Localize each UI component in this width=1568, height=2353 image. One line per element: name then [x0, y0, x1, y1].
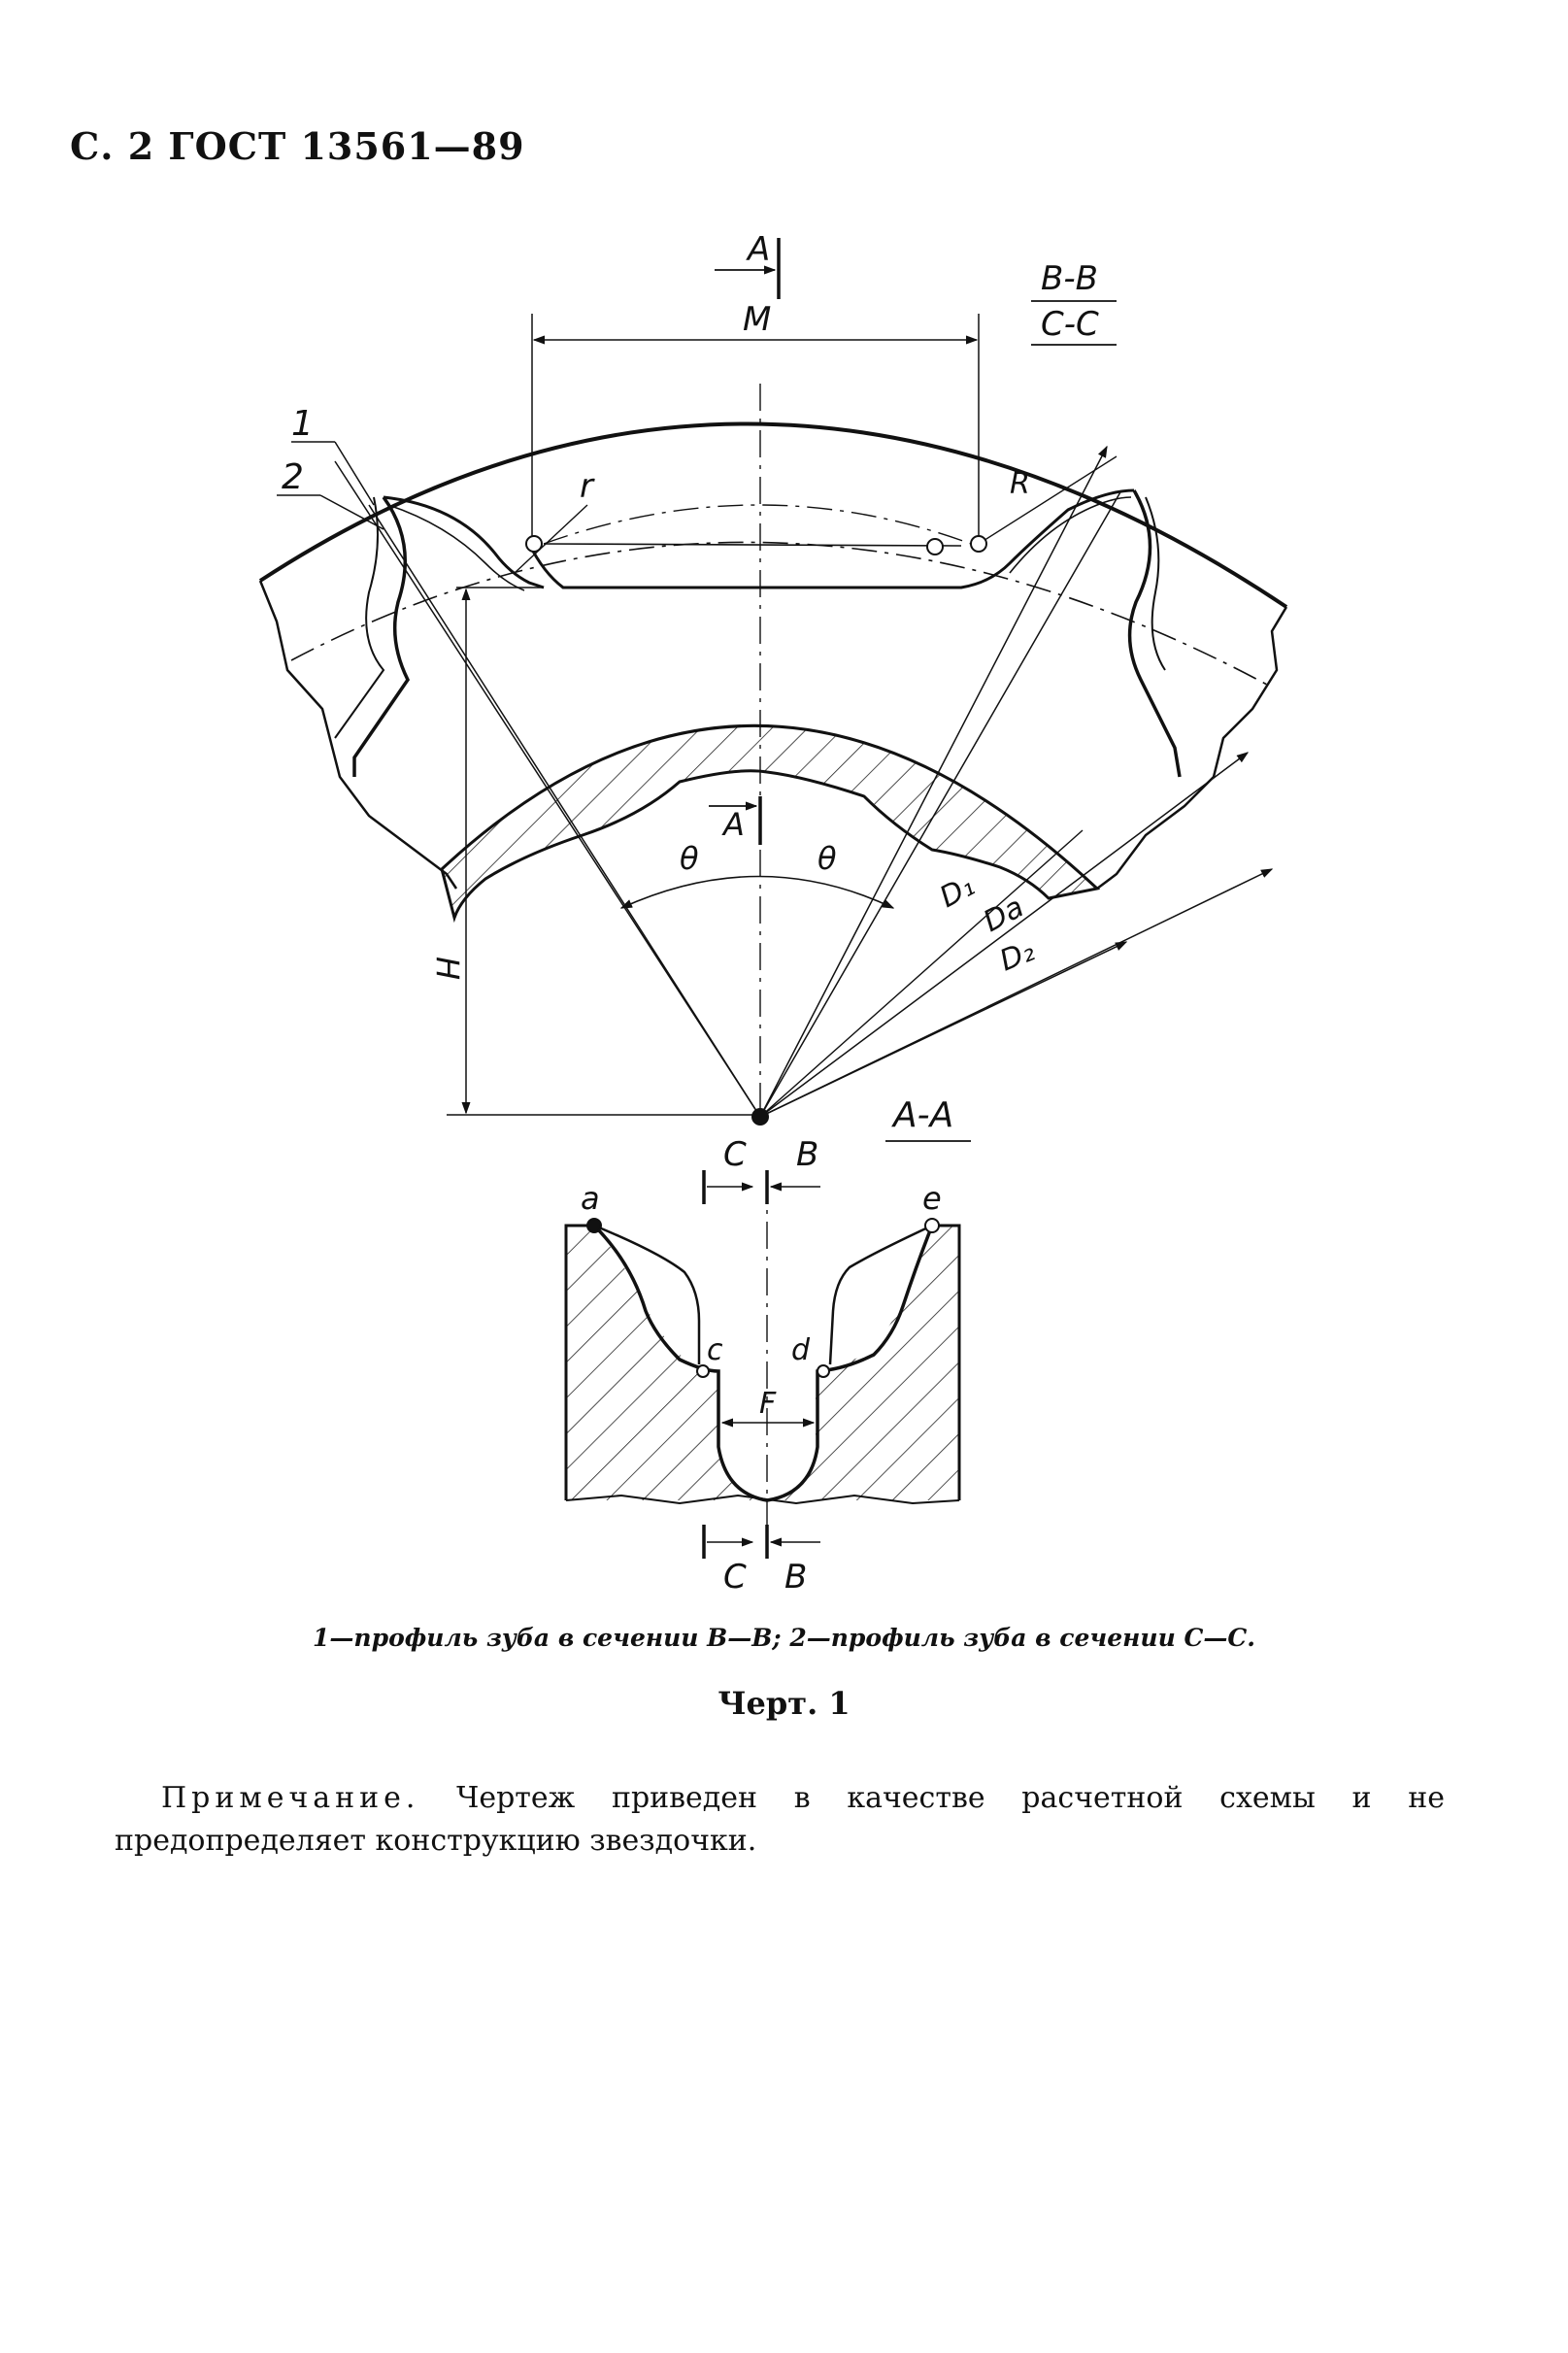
- ray-d2b: [760, 942, 1126, 1117]
- label-da: Da: [978, 890, 1030, 940]
- label-bigr: R: [1010, 467, 1030, 501]
- figure-legend: 1—профиль зуба в сечении В—В; 2—профиль зуба в сечении С—С.: [313, 1624, 1255, 1652]
- tooth-gap-left-inner: [388, 505, 524, 590]
- ray-short: [760, 830, 1083, 1117]
- page-header: С. 2 ГОСТ 13561—89: [70, 124, 525, 168]
- label-d1: D₁: [934, 868, 981, 916]
- label-cc: С-С: [1041, 305, 1099, 344]
- label-c-top: С: [723, 1135, 747, 1174]
- label-r: r: [580, 467, 593, 506]
- ray-da: [760, 753, 1248, 1117]
- figure-title: Черт. 1: [717, 1685, 851, 1722]
- note-paragraph: [115, 1777, 1445, 1863]
- section-label-bb-cc: [1031, 259, 1117, 345]
- label-bb: В-В: [1041, 259, 1098, 298]
- inner-dashdot-arc: [544, 505, 971, 544]
- label-e: e: [922, 1180, 942, 1217]
- label-theta-left: θ: [680, 840, 699, 877]
- tooth-profile-right-1: [1130, 490, 1180, 777]
- label-b-top: В: [796, 1135, 819, 1174]
- section-aa-view: [566, 1170, 959, 1559]
- label-f: F: [759, 1387, 777, 1421]
- point-e: [925, 1219, 939, 1232]
- leader-r: [515, 505, 587, 573]
- point-r2: [927, 539, 943, 555]
- theta-arc: [621, 877, 893, 909]
- label-two: 2: [282, 457, 304, 497]
- leader-1b: [335, 442, 374, 505]
- point-r: [526, 536, 542, 552]
- label-c: c: [707, 1333, 723, 1367]
- label-m: М: [743, 300, 772, 339]
- tooth-profile-left-1: [354, 497, 408, 777]
- tooth-bottom-inner: [544, 544, 961, 546]
- point-a: [587, 1219, 601, 1232]
- left-break-edge: [260, 581, 456, 889]
- sector-view: [260, 238, 1286, 1125]
- point-r3: [971, 536, 986, 552]
- centre-point-b: [752, 1109, 768, 1125]
- label-c-bottom: С: [723, 1558, 747, 1597]
- label-a: a: [581, 1180, 600, 1217]
- note-text: Чертеж приведен в качестве расчетной схемы и не предопределяет конструкцию звездочки.: [115, 1781, 1445, 1858]
- point-d: [817, 1365, 829, 1377]
- right-break-edge: [1097, 607, 1286, 889]
- label-d2: D₂: [994, 933, 1040, 979]
- label-theta-right: θ: [817, 840, 837, 877]
- section-label-aa: [885, 1095, 971, 1141]
- ray-right-1: [760, 490, 1121, 1117]
- note-lead: Примечание.: [161, 1781, 420, 1815]
- label-d: d: [791, 1333, 811, 1367]
- ray-left-2: [335, 461, 760, 1117]
- label-aa: А-А: [893, 1095, 954, 1135]
- label-a-top: А: [748, 230, 771, 269]
- label-h: Н: [429, 957, 466, 981]
- hub-hatched-band: [442, 725, 1097, 918]
- label-b-bottom: В: [784, 1558, 808, 1597]
- label-one: 1: [291, 404, 314, 444]
- label-a-mid: А: [723, 806, 745, 843]
